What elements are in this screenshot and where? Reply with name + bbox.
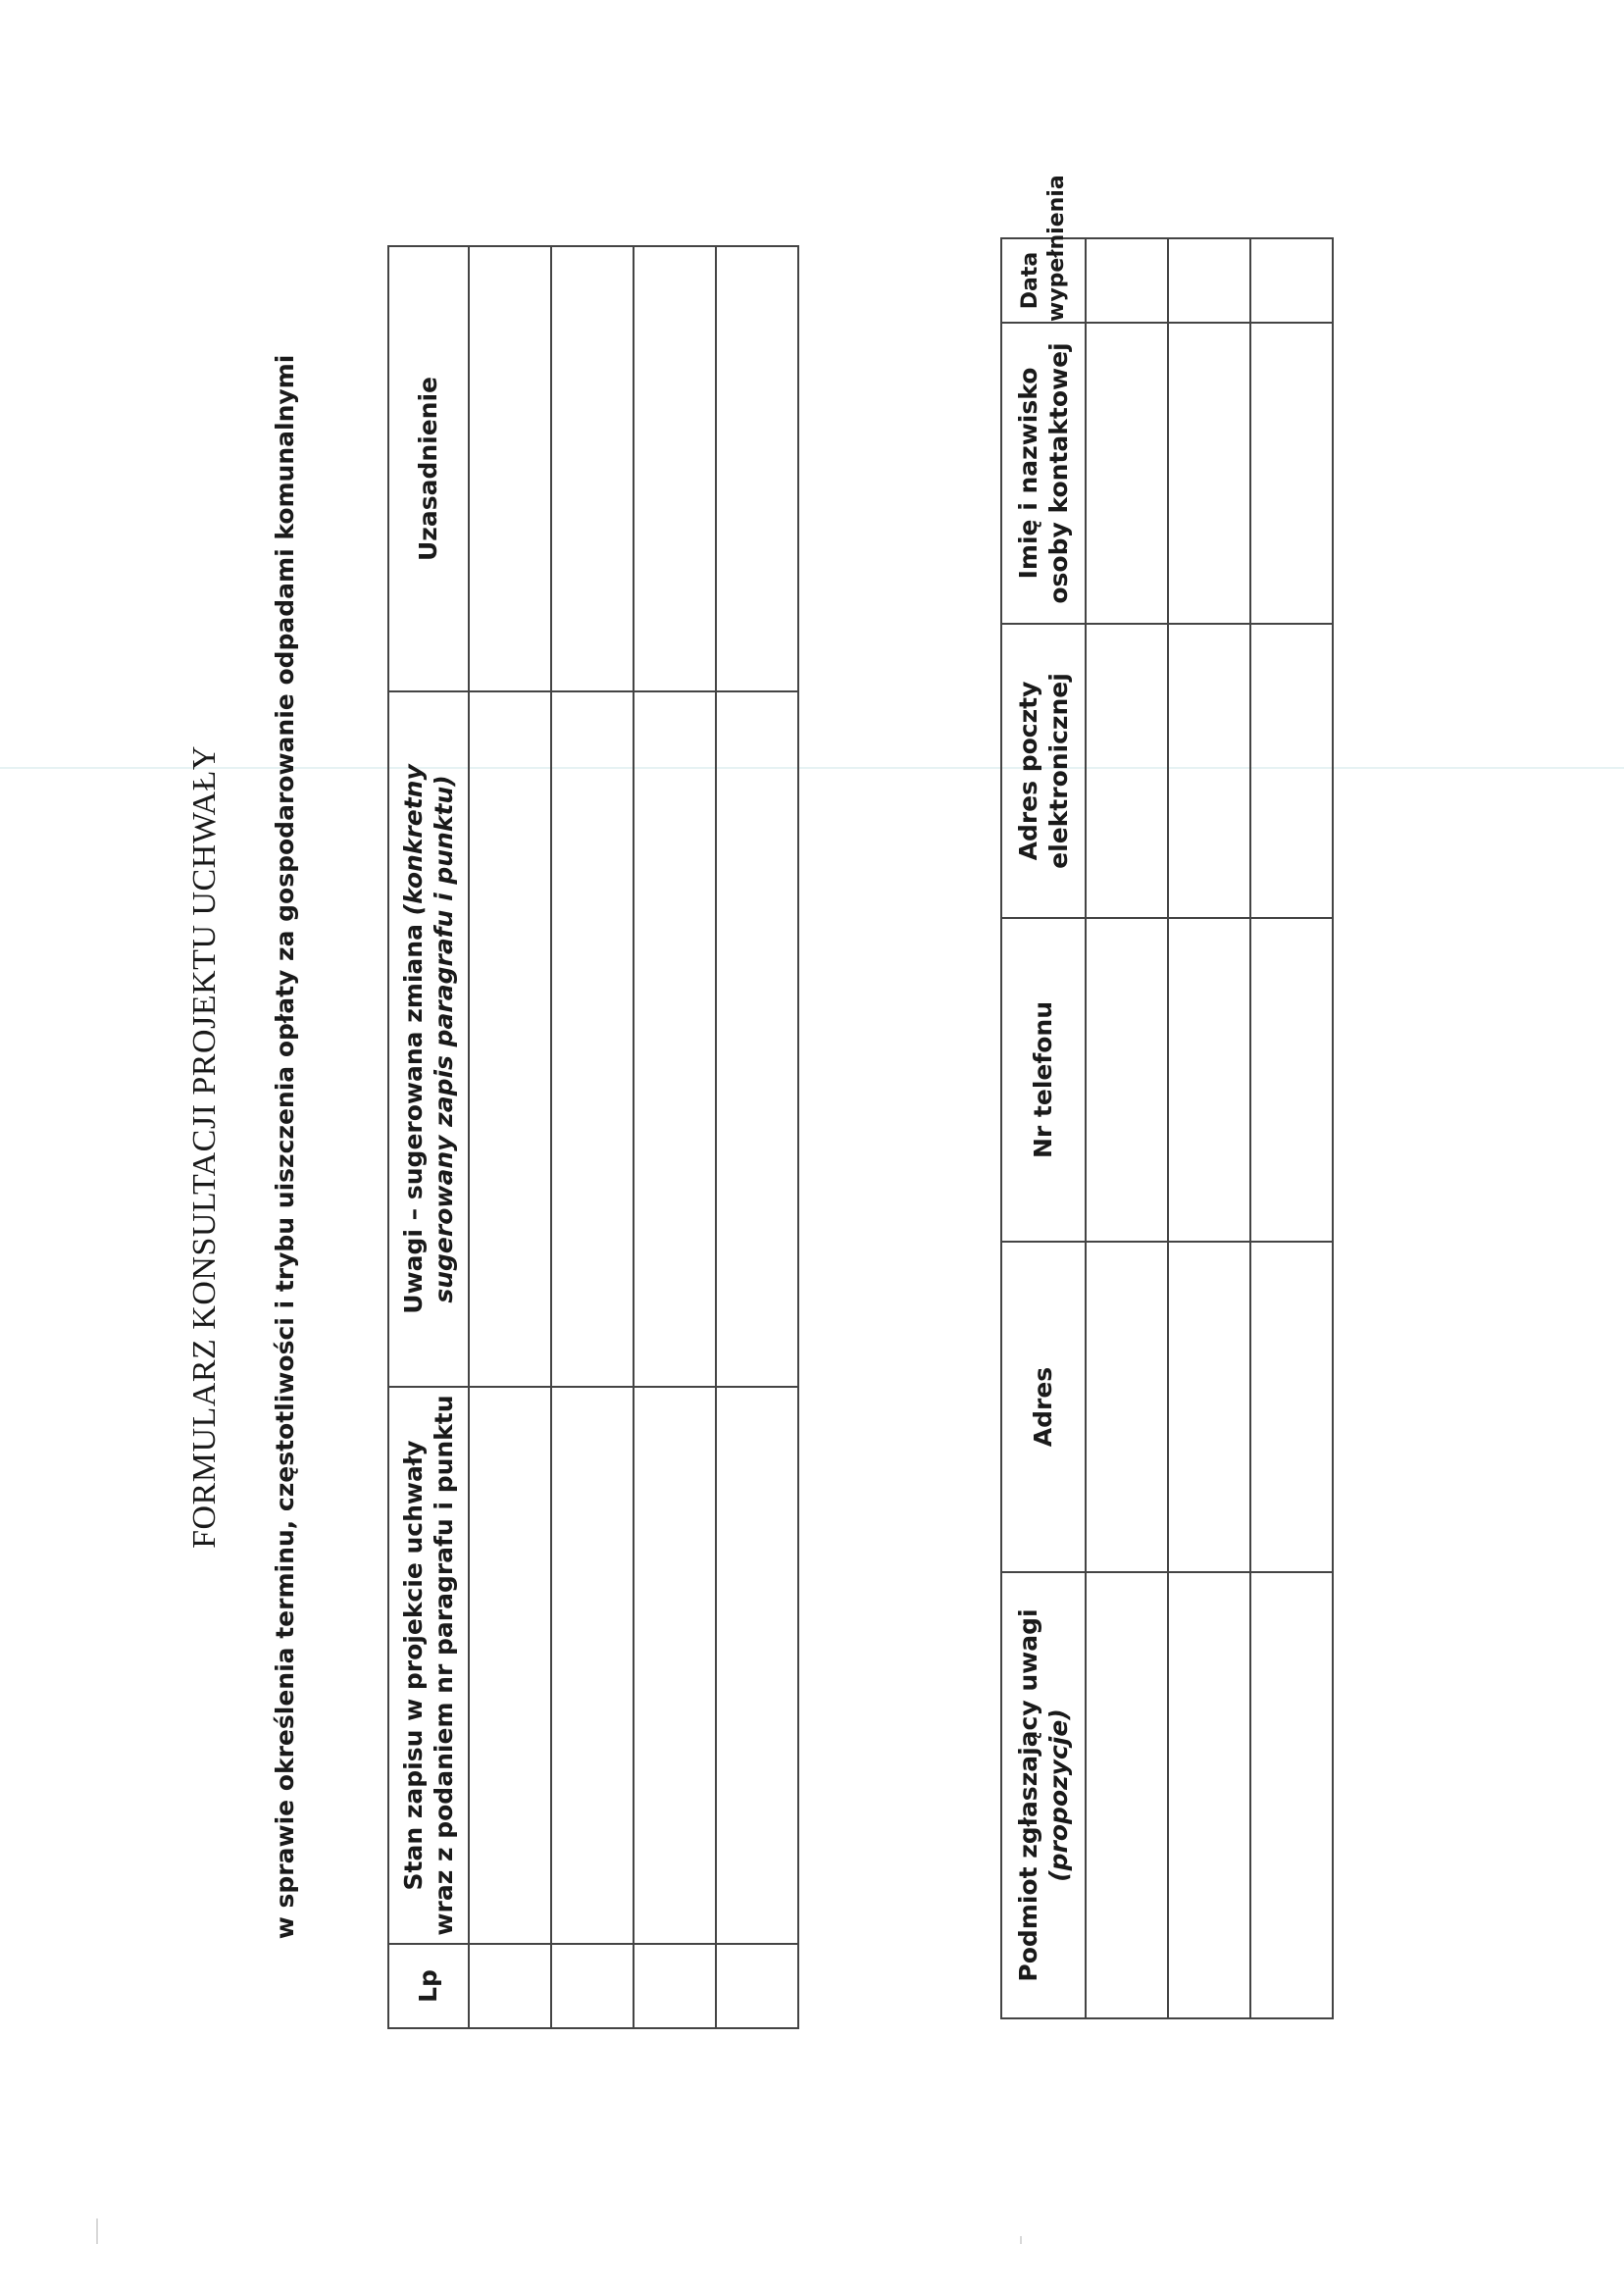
header-adres: Adres bbox=[1001, 1242, 1086, 1572]
table-row bbox=[1168, 238, 1250, 2018]
header-telefon: Nr telefonu bbox=[1001, 918, 1086, 1242]
cell-adres[interactable] bbox=[1168, 1242, 1250, 1572]
cell-uwagi[interactable] bbox=[469, 691, 551, 1387]
submitter-table-header bbox=[1001, 238, 1086, 2018]
comments-table bbox=[387, 245, 799, 2029]
cell-email[interactable] bbox=[1086, 624, 1168, 918]
cell-uwagi[interactable] bbox=[716, 691, 798, 1387]
cell-adres[interactable] bbox=[1250, 1242, 1333, 1572]
page-subtitle: w sprawie określenia terminu, częstotliwości i trybu uiszczenia opłaty za gospodarowanie odpadami komunalnymi bbox=[271, 354, 299, 1940]
cell-uzasadnienie[interactable] bbox=[716, 246, 798, 691]
header-uzasadnienie: Uzasadnienie bbox=[388, 246, 469, 691]
cell-lp[interactable] bbox=[551, 1944, 634, 2028]
cell-lp[interactable] bbox=[634, 1944, 716, 2028]
cell-stan-zapisu[interactable] bbox=[551, 1387, 634, 1944]
table-row bbox=[634, 246, 716, 2028]
cell-telefon[interactable] bbox=[1250, 918, 1333, 1242]
table-row bbox=[469, 246, 551, 2028]
cell-telefon[interactable] bbox=[1168, 918, 1250, 1242]
cell-data[interactable] bbox=[1250, 238, 1333, 323]
table-row bbox=[1086, 238, 1168, 2018]
cell-uzasadnienie[interactable] bbox=[551, 246, 634, 691]
cell-email[interactable] bbox=[1168, 624, 1250, 918]
cell-adres[interactable] bbox=[1086, 1242, 1168, 1572]
header-uwagi: Uwagi – sugerowana zmiana (konkretny sugerowany zapis paragrafu i punktu) bbox=[388, 691, 469, 1387]
table-row bbox=[716, 246, 798, 2028]
cell-osoba-kontaktowa[interactable] bbox=[1168, 323, 1250, 624]
cell-email[interactable] bbox=[1250, 624, 1333, 918]
header-podmiot: Podmiot zgłaszający uwagi (propozycje) bbox=[1001, 1572, 1086, 2018]
header-data-wypelnienia: Data wypełnienia bbox=[1001, 238, 1086, 323]
submitter-table bbox=[1000, 175, 1334, 2019]
cell-uzasadnienie[interactable] bbox=[469, 246, 551, 691]
table-row bbox=[551, 246, 634, 2028]
page-title: FORMULARZ KONSULTACJI PROJEKTU UCHWAŁY bbox=[186, 745, 223, 1549]
cell-podmiot[interactable] bbox=[1168, 1572, 1250, 2018]
cell-data[interactable] bbox=[1168, 238, 1250, 323]
table-row bbox=[1250, 238, 1333, 2018]
header-stan-zapisu: Stan zapisu w projekcie uchwały wraz z podaniem nr paragrafu i punktu bbox=[388, 1387, 469, 1944]
cell-uwagi[interactable] bbox=[551, 691, 634, 1387]
cell-lp[interactable] bbox=[469, 1944, 551, 2028]
cell-osoba-kontaktowa[interactable] bbox=[1250, 323, 1333, 624]
cell-uzasadnienie[interactable] bbox=[634, 246, 716, 691]
cell-lp[interactable] bbox=[716, 1944, 798, 2028]
header-osoba-kontaktowa: Imię i nazwisko osoby kontaktowej bbox=[1001, 323, 1086, 624]
cell-uwagi[interactable] bbox=[634, 691, 716, 1387]
header-email: Adres poczty elektronicznej bbox=[1001, 624, 1086, 918]
cell-data[interactable] bbox=[1086, 238, 1168, 323]
cell-osoba-kontaktowa[interactable] bbox=[1086, 323, 1168, 624]
cell-podmiot[interactable] bbox=[1086, 1572, 1168, 2018]
cell-podmiot[interactable] bbox=[1250, 1572, 1333, 2018]
cell-telefon[interactable] bbox=[1086, 918, 1168, 1242]
comments-table-header bbox=[388, 246, 469, 2028]
cell-stan-zapisu[interactable] bbox=[716, 1387, 798, 1944]
cell-stan-zapisu[interactable] bbox=[634, 1387, 716, 1944]
header-lp: Lp bbox=[388, 1944, 469, 2028]
cell-stan-zapisu[interactable] bbox=[469, 1387, 551, 1944]
